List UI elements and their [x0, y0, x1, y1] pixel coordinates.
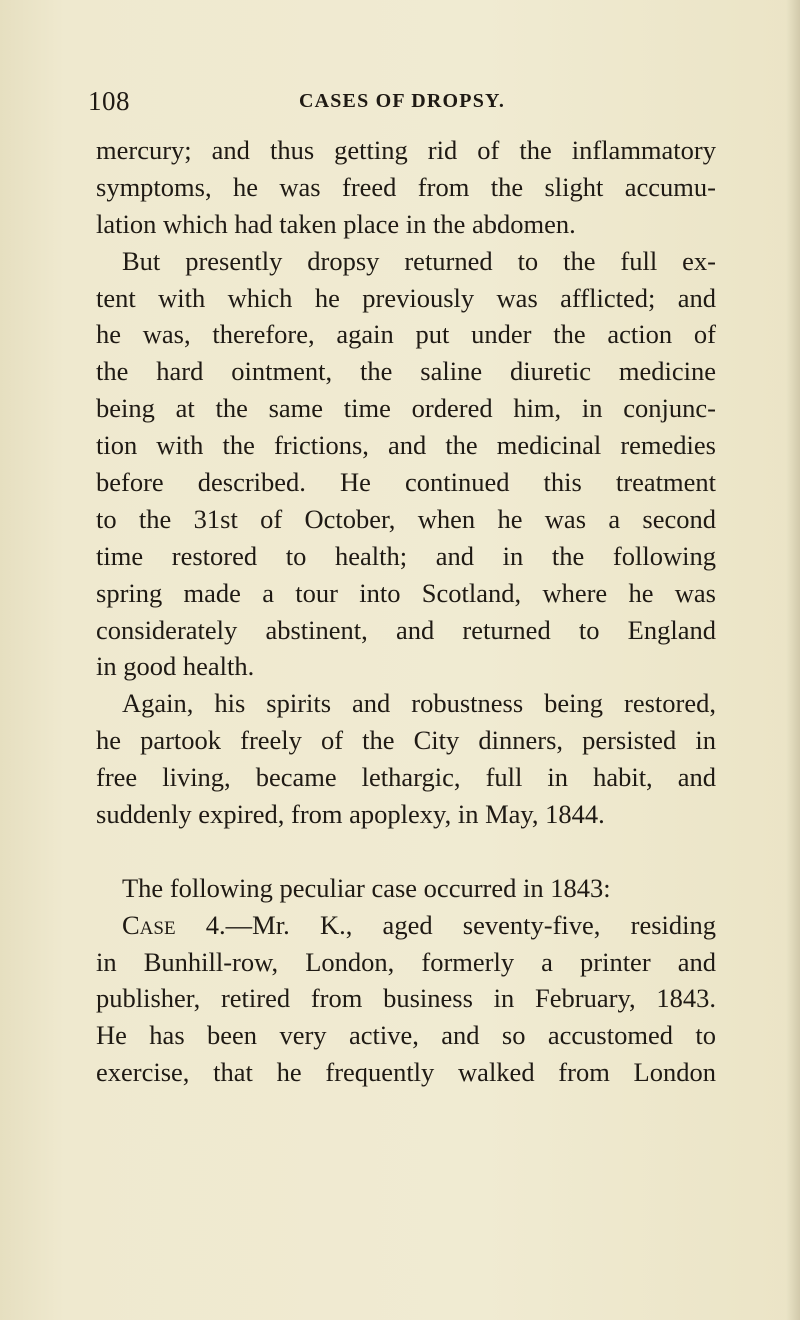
running-head	[88, 86, 716, 120]
text-line: spring made a tour into Scotland, where he was	[96, 577, 716, 608]
text-line: the hard ointment, the saline diuretic medicine	[96, 356, 716, 387]
text-line: before described. He continued this treatment	[96, 467, 716, 498]
body-text	[96, 132, 716, 1091]
text-line: The following peculiar case occurred in 1843:	[122, 872, 611, 903]
text-line: tent with which he previously was afflicted; and	[96, 282, 716, 313]
text-line: He has been very active, and so accustomed to	[96, 1020, 716, 1051]
text-line: to the 31st of October, when he was a second	[96, 503, 716, 534]
text-line: tion with the frictions, and the medicinal remedies	[96, 430, 716, 461]
text-line: publisher, retired from business in February, 1843.	[96, 983, 716, 1014]
text-line: suddenly expired, from apoplexy, in May, 1844.	[96, 799, 605, 830]
text-line: free living, became lethargic, full in habit, and	[96, 762, 716, 793]
text-line: Case 4.—Mr. K., aged seventy-five, residing	[122, 909, 716, 940]
text-line: lation which had taken place in the abdomen.	[96, 208, 576, 239]
text-line: he partook freely of the City dinners, persisted in	[96, 725, 716, 756]
text-line: being at the same time ordered him, in conjunc-	[96, 393, 716, 424]
text-line: But presently dropsy returned to the full ex-	[122, 245, 716, 276]
text-line: in Bunhill-row, London, formerly a printer and	[96, 946, 716, 977]
text-line: in good health.	[96, 651, 255, 682]
text-line: symptoms, he was freed from the slight accumu-	[96, 171, 716, 202]
text-line: he was, therefore, again put under the action of	[96, 319, 716, 350]
page-edge-shadow	[786, 0, 800, 1320]
text-line: exercise, that he frequently walked from London	[96, 1057, 716, 1088]
text-line: considerately abstinent, and returned to England	[96, 614, 716, 645]
text-line: Again, his spirits and robustness being restored,	[122, 688, 716, 719]
text-line: mercury; and thus getting rid of the inflammatory	[96, 135, 716, 165]
text-line: time restored to health; and in the following	[96, 540, 716, 571]
paragraph-gap	[96, 833, 716, 870]
running-title: CASES OF DROPSY.	[298, 90, 506, 112]
page-number: 108	[88, 86, 130, 116]
